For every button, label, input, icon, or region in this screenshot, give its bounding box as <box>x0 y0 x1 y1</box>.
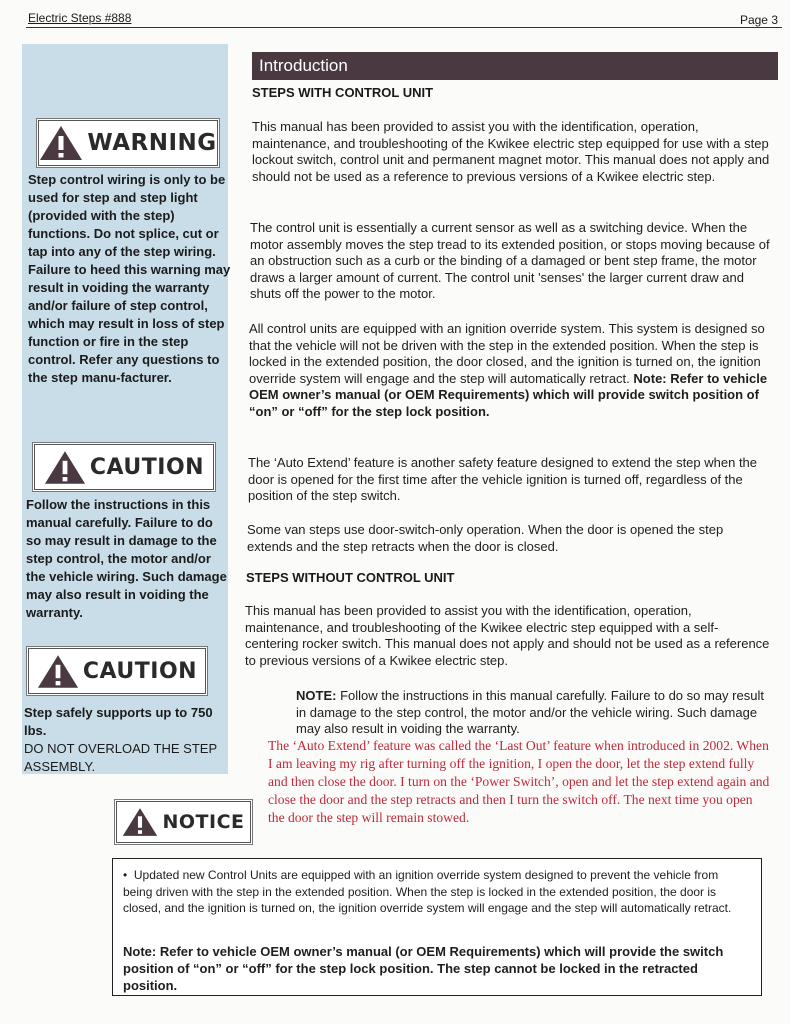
note-paragraph: NOTE: Follow the instructions in this manual carefully. Failure to do so may result in damage to the step control, the motor and/or the vehicle wiring. Such damage may also result in voiding the warranty. <box>296 688 764 736</box>
caution-sign <box>34 444 214 490</box>
bullet-icon: • <box>123 868 134 882</box>
warning-label: WARNING <box>87 130 217 156</box>
section-title-bar <box>252 52 778 80</box>
paragraph: This manual has been provided to assist you with the identification, operation, maintenance, and troubleshooting of the Kwikee electric step equipped for use with a step lockout switch, control unit and permanent magnet motor. This manual does not apply and should not be used as a reference to previous versions of a Kwikee electric step. <box>252 119 770 184</box>
page-header <box>0 0 790 28</box>
paragraph-van-steps: Some van steps use door-switch-only operation. When the door is opened the step extends and the step retracts when the door is closed. <box>247 522 724 554</box>
section-title: Introduction <box>259 56 348 75</box>
page-number: Page 3 <box>739 13 778 27</box>
paragraph-ignition-override: All control units are equipped with an ignition override system. This system is designed so that the vehicle will not be driven with the step in the extended position. When the step is locked in the extended position, the door closed, and the ignition is turned on, the ignition override system will engage and the step will automatically retract. Note: Refer to vehicle OEM owner’s manual (or OEM Requirements) which will provide switch position of “on” or “off” for the step lock position. <box>249 321 768 419</box>
caution-text: Follow the instructions in this manual carefully. Failure to do so may result in damage to the step control, the motor and/or the vehicle wiring. Such damage may also result in voiding the warranty. <box>26 497 227 620</box>
oem-note: Note: Refer to vehicle OEM owner’s manual (or OEM Requirements) which will provide switch position of “on” or “off” for the step lock position. <box>249 370 768 419</box>
document-title: Electric Steps #888 <box>28 11 132 25</box>
lock-position-note: Note: Refer to vehicle OEM owner’s manual (or OEM Requirements) which will provide the switch position of “on” or “off” for the step lock position. The step cannot be locked in the retracted position. <box>123 944 724 993</box>
exclamation-triangle-icon <box>39 125 83 161</box>
red-annotation: The ‘Auto Extend’ feature was called the ‘Last Out’ feature when introduced in 2002. When I am leaving my rig after turning off the ignition, I open the door, let the step extend fully and then close the door. I turn on the ‘Power Switch’, open and let the step extend again and close the door and the step retracts and then I turn the switch off. The next time you open the door the step will remain stowed. <box>268 738 770 825</box>
warning-text: Step control wiring is only to be used for step and step light (provided with the step) functions. Do not splice, cut or tap into any of the step wiring. Failure to heed this warning may result in voiding the warranty and/or failure of step control, which may result in loss of step function or fire in the step control. Refer any questions to the step manu-facturer. <box>28 172 231 385</box>
notice-sign <box>116 801 251 843</box>
caution-label: CAUTION <box>89 454 205 480</box>
load-capacity-text: Step safely supports up to 750 lbs. DO NOT OVERLOAD THE STEP ASSEMBLY. <box>24 705 217 774</box>
exclamation-triangle-icon <box>44 450 86 485</box>
caution-label: CAUTION <box>82 658 198 684</box>
exclamation-triangle-icon <box>122 807 158 837</box>
header-divider <box>26 27 782 28</box>
paragraph: The control unit is essentially a current sensor as well as a switching device. When the motor assembly moves the step tread to its extended position, or stops moving because of an obstruction such as a curb or the binding of a damaged or bent step frame, the motor draws a larger amount of current. The control unit 'senses' the larger current draw and shuts off the power to the motor. <box>250 220 770 301</box>
update-notice-box <box>112 858 762 996</box>
paragraph: This manual has been provided to assist you with the identification, operation, maintenance, and troubleshooting of the Kwikee electric step equipped with a self-centering rocker switch. This manual does not apply and should not be used as a reference to previous versions of a Kwikee electric step. <box>245 603 770 668</box>
paragraph-auto-extend: The ‘Auto Extend’ feature is another safety feature designed to extend the step when the door is opened for the first time after the vehicle ignition is turned off, regardless of the position of the step switch. <box>248 455 758 503</box>
subheading-with-control: STEPS WITH CONTROL UNIT <box>252 85 434 100</box>
notice-label: NOTICE <box>162 811 245 833</box>
update-bullet: • Updated new Control Units are equipped with an ignition override system designed to prevent the vehicle from being driven with the step in the extended position. When the step is locked in the extended position, the door is closed, and the ignition is turned on, the ignition override system will engage and the step will automatically retract. <box>123 868 732 915</box>
warning-sign <box>38 120 218 166</box>
caution-sign-load <box>28 648 206 694</box>
note-label: NOTE: <box>296 688 337 703</box>
subheading-without-control: STEPS WITHOUT CONTROL UNIT <box>246 570 455 585</box>
exclamation-triangle-icon <box>37 654 79 689</box>
